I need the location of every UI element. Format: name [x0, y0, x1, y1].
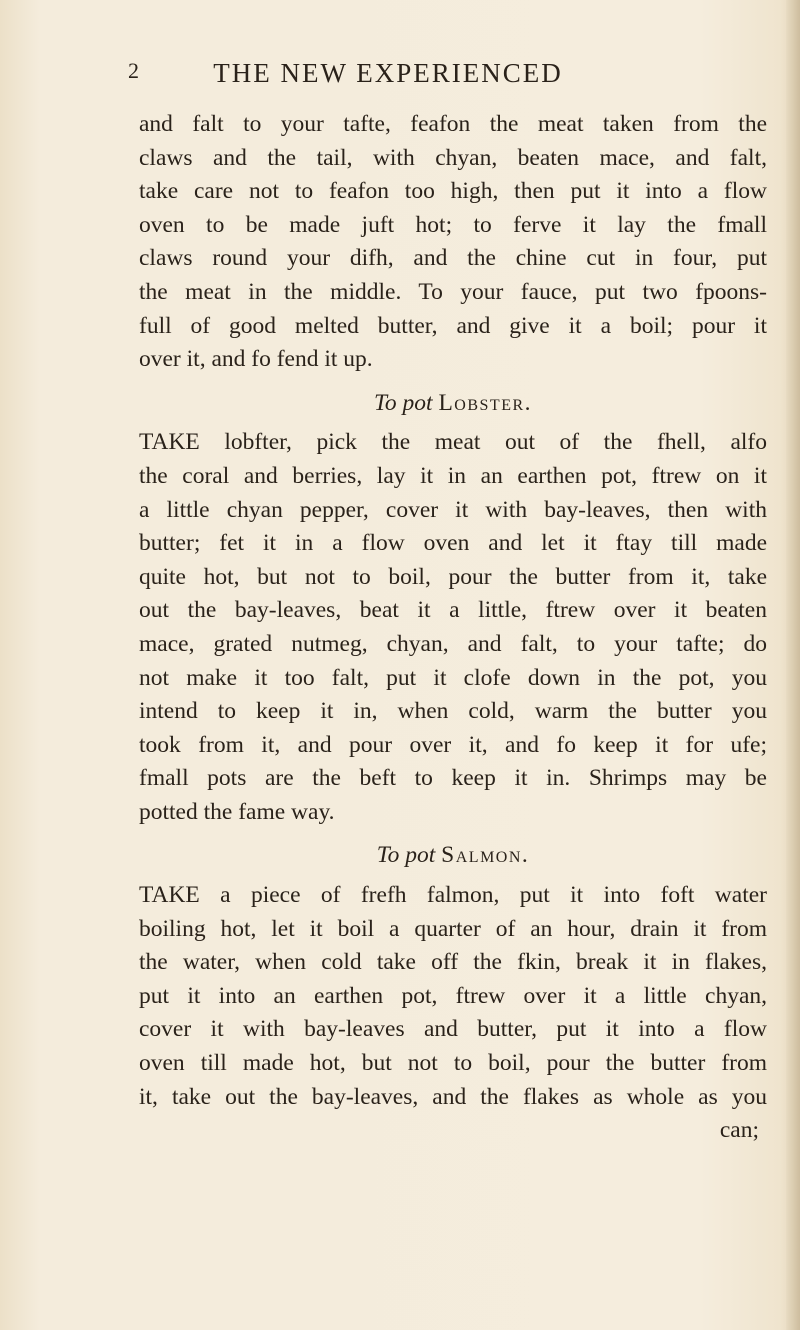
text-line: potted the fame way.	[139, 798, 335, 825]
text-line: took from it, and pour over it, and fo keep it for ufe;	[139, 731, 767, 758]
text-line: full of good melted butter, and give it a boil; pour it	[139, 312, 767, 339]
catchword: can;	[719, 1117, 759, 1144]
text-line: and falt to your tafte, feafon the meat taken from the	[139, 111, 767, 137]
page-body	[139, 108, 767, 1148]
text-line: the water, when cold take off the fkin, break it in flakes,	[139, 949, 767, 976]
running-head: THE NEW EXPERIENCED	[213, 58, 563, 88]
intro-paragraph	[139, 108, 767, 377]
text-line: boiling hot, let it boil a quarter of an hour, drain it from	[139, 915, 767, 942]
text-line: the meat in the middle. To your fauce, put two fpoons-	[139, 278, 767, 305]
text-line: over it, and fo fend it up.	[139, 346, 373, 373]
text-line: put it into an earthen pot, ftrew over it a little chyan,	[139, 982, 767, 1009]
recipe-heading-salmon	[139, 839, 767, 873]
text-line: cover it with bay-leaves and butter, put it into a flow	[139, 1016, 767, 1043]
recipe-lobster-text	[139, 426, 767, 829]
text-line: fmall pots are the beft to keep it in. Shrimps may be	[139, 765, 767, 792]
recipe-salmon-text	[139, 879, 767, 1114]
heading-italic: To pot	[376, 842, 436, 869]
text-line: the coral and berries, lay it in an earthen pot, ftrew on it	[139, 462, 767, 489]
page-edge	[786, 0, 800, 1330]
text-line: out the bay-leaves, beat it a little, ftrew over it beaten	[139, 597, 767, 624]
text-line: a little chyan pepper, cover it with bay-leaves, then with	[139, 496, 767, 523]
heading-caps: Lobster.	[438, 389, 533, 416]
text-line: claws and the tail, with chyan, beaten mace, and falt,	[139, 144, 767, 171]
text-line: butter; fet it in a flow oven and let it ftay till made	[139, 530, 767, 557]
page-number: 2	[128, 58, 139, 83]
text-line: mace, grated nutmeg, chyan, and falt, to your tafte; do	[139, 630, 767, 657]
text-line: claws round your difh, and the chine cut in four, put	[139, 245, 767, 272]
recipe-heading-lobster	[139, 387, 767, 421]
text-line: TAKE lobfter, pick the meat out of the fhell, alfo	[139, 429, 767, 456]
text-line: it, take out the bay-leaves, and the flakes as whole as you	[139, 1083, 767, 1110]
text-line: take care not to feafon too high, then put it into a flow	[139, 178, 767, 205]
text-line: not make it too falt, put it clofe down in the pot, you	[139, 664, 767, 691]
text-line: oven till made hot, but not to boil, pour the butter from	[139, 1050, 767, 1077]
text-line: quite hot, but not to boil, pour the butter from it, take	[139, 563, 767, 590]
page-header	[128, 58, 648, 98]
text-line: oven to be made juft hot; to ferve it lay the fmall	[139, 211, 767, 238]
text-line: intend to keep it in, when cold, warm the butter you	[139, 698, 767, 725]
text-line: TAKE a piece of frefh falmon, put it into foft water	[139, 882, 767, 909]
heading-italic: To pot	[373, 389, 433, 416]
heading-caps: Salmon.	[441, 842, 530, 869]
